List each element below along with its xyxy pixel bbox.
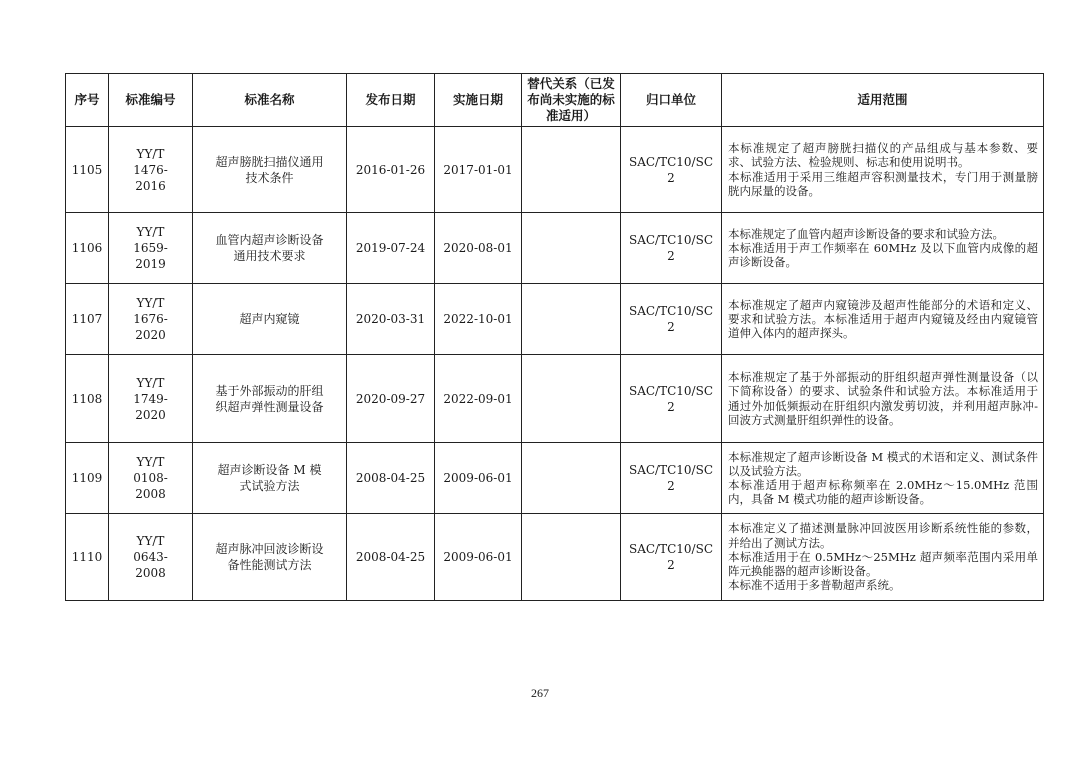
- cell-name: 基于外部振动的肝组织超声弹性测量设备: [193, 355, 347, 443]
- cell-scope: [722, 514, 1044, 601]
- cell-implement-date: 2022-09-01: [435, 355, 522, 443]
- cell-implement-date: 2022-10-01: [435, 284, 522, 355]
- scope-paragraph: 本标准规定了基于外部振动的肝组织超声弹性测量设备（以下简称设备）的要求、试验条件和试验方法。本标准适用于通过外加低频振动在肝组织内激发剪切波，并利用超声脉冲-回波方式测量肝组织弹性的设备。: [728, 370, 1038, 427]
- cell-implement-date: 2009-06-01: [435, 514, 522, 601]
- table-row: [66, 213, 1044, 284]
- header-publish-date: 发布日期: [347, 74, 435, 127]
- cell-code: YY/T 1676-2020: [109, 284, 193, 355]
- header-row: [66, 74, 1044, 127]
- cell-unit: SAC/TC10/SC2: [621, 443, 722, 514]
- cell-replacement: [522, 127, 621, 213]
- cell-publish-date: 2019-07-24: [347, 213, 435, 284]
- cell-implement-date: 2020-08-01: [435, 213, 522, 284]
- cell-code: YY/T 0643-2008: [109, 514, 193, 601]
- cell-code: YY/T 0108-2008: [109, 443, 193, 514]
- cell-scope: [722, 284, 1044, 355]
- cell-publish-date: 2008-04-25: [347, 443, 435, 514]
- cell-scope: [722, 127, 1044, 213]
- header-replacement: 替代关系（已发布尚未实施的标准适用）: [522, 74, 621, 127]
- cell-seq: 1107: [66, 284, 109, 355]
- cell-publish-date: 2008-04-25: [347, 514, 435, 601]
- cell-replacement: [522, 213, 621, 284]
- cell-seq: 1108: [66, 355, 109, 443]
- cell-publish-date: 2016-01-26: [347, 127, 435, 213]
- cell-publish-date: 2020-09-27: [347, 355, 435, 443]
- cell-code: YY/T 1659-2019: [109, 213, 193, 284]
- scope-paragraph: 本标准规定了超声膀胱扫描仪的产品组成与基本参数、要求、试验方法、检验规则、标志和使用说明书。: [728, 141, 1038, 170]
- cell-name: 超声脉冲回波诊断设备性能测试方法: [193, 514, 347, 601]
- page-number: 267: [531, 686, 549, 700]
- scope-paragraph: 本标准不适用于多普勒超声系统。: [728, 578, 901, 593]
- cell-seq: 1109: [66, 443, 109, 514]
- cell-unit: SAC/TC10/SC2: [621, 127, 722, 213]
- scope-paragraph: 本标准规定了超声内窥镜涉及超声性能部分的术语和定义、要求和试验方法。本标准适用于超声内窥镜及经由内窥镜管道伸入体内的超声探头。: [728, 297, 1038, 341]
- cell-replacement: [522, 284, 621, 355]
- cell-implement-date: 2017-01-01: [435, 127, 522, 213]
- table-row: [66, 514, 1044, 601]
- table-row: [66, 127, 1044, 213]
- scope-paragraph: 本标准规定了超声诊断设备 M 模式的术语和定义、测试条件以及试验方法。: [728, 449, 1038, 478]
- cell-seq: 1105: [66, 127, 109, 213]
- cell-code: YY/T 1749-2020: [109, 355, 193, 443]
- scope-paragraph: 本标准适用于采用三维超声容积测量技术，专门用于测量膀胱内尿量的设备。: [728, 169, 1038, 198]
- standards-table: [65, 73, 1044, 601]
- cell-seq: 1110: [66, 514, 109, 601]
- scope-paragraph: 本标准规定了血管内超声诊断设备的要求和试验方法。: [728, 226, 1004, 241]
- table-row: [66, 284, 1044, 355]
- cell-unit: SAC/TC10/SC2: [621, 514, 722, 601]
- table-row: [66, 443, 1044, 514]
- cell-unit: SAC/TC10/SC2: [621, 284, 722, 355]
- cell-scope: [722, 443, 1044, 514]
- scope-paragraph: 本标准适用于在 0.5MHz～25MHz 超声频率范围内采用单阵元换能器的超声诊断设备。: [728, 549, 1038, 579]
- cell-name: 血管内超声诊断设备通用技术要求: [193, 213, 347, 284]
- header-seq: 序号: [66, 74, 109, 127]
- cell-name: 超声诊断设备 M 模式试验方法: [193, 443, 347, 514]
- header-implement-date: 实施日期: [435, 74, 522, 127]
- cell-name: 超声内窥镜: [193, 284, 347, 355]
- cell-replacement: [522, 514, 621, 601]
- scope-paragraph: 本标准适用于超声标称频率在 2.0MHz～15.0MHz 范围内，具备 M 模式功能的超声诊断设备。: [728, 478, 1038, 507]
- scope-paragraph: 本标准定义了描述测量脉冲回波医用诊断系统性能的参数，并给出了测试方法。: [728, 521, 1038, 550]
- cell-implement-date: 2009-06-01: [435, 443, 522, 514]
- cell-unit: SAC/TC10/SC2: [621, 213, 722, 284]
- header-scope: 适用范围: [722, 74, 1044, 127]
- cell-seq: 1106: [66, 213, 109, 284]
- scope-paragraph: 本标准适用于声工作频率在 60MHz 及以下血管内成像的超声诊断设备。: [728, 240, 1038, 270]
- cell-publish-date: 2020-03-31: [347, 284, 435, 355]
- cell-unit: SAC/TC10/SC2: [621, 355, 722, 443]
- header-unit: 归口单位: [621, 74, 722, 127]
- header-name: 标准名称: [193, 74, 347, 127]
- cell-scope: [722, 355, 1044, 443]
- cell-name: 超声膀胱扫描仪通用技术条件: [193, 127, 347, 213]
- cell-replacement: [522, 355, 621, 443]
- cell-code: YY/T 1476-2016: [109, 127, 193, 213]
- cell-replacement: [522, 443, 621, 514]
- table-row: [66, 355, 1044, 443]
- cell-scope: [722, 213, 1044, 284]
- header-code: 标准编号: [109, 74, 193, 127]
